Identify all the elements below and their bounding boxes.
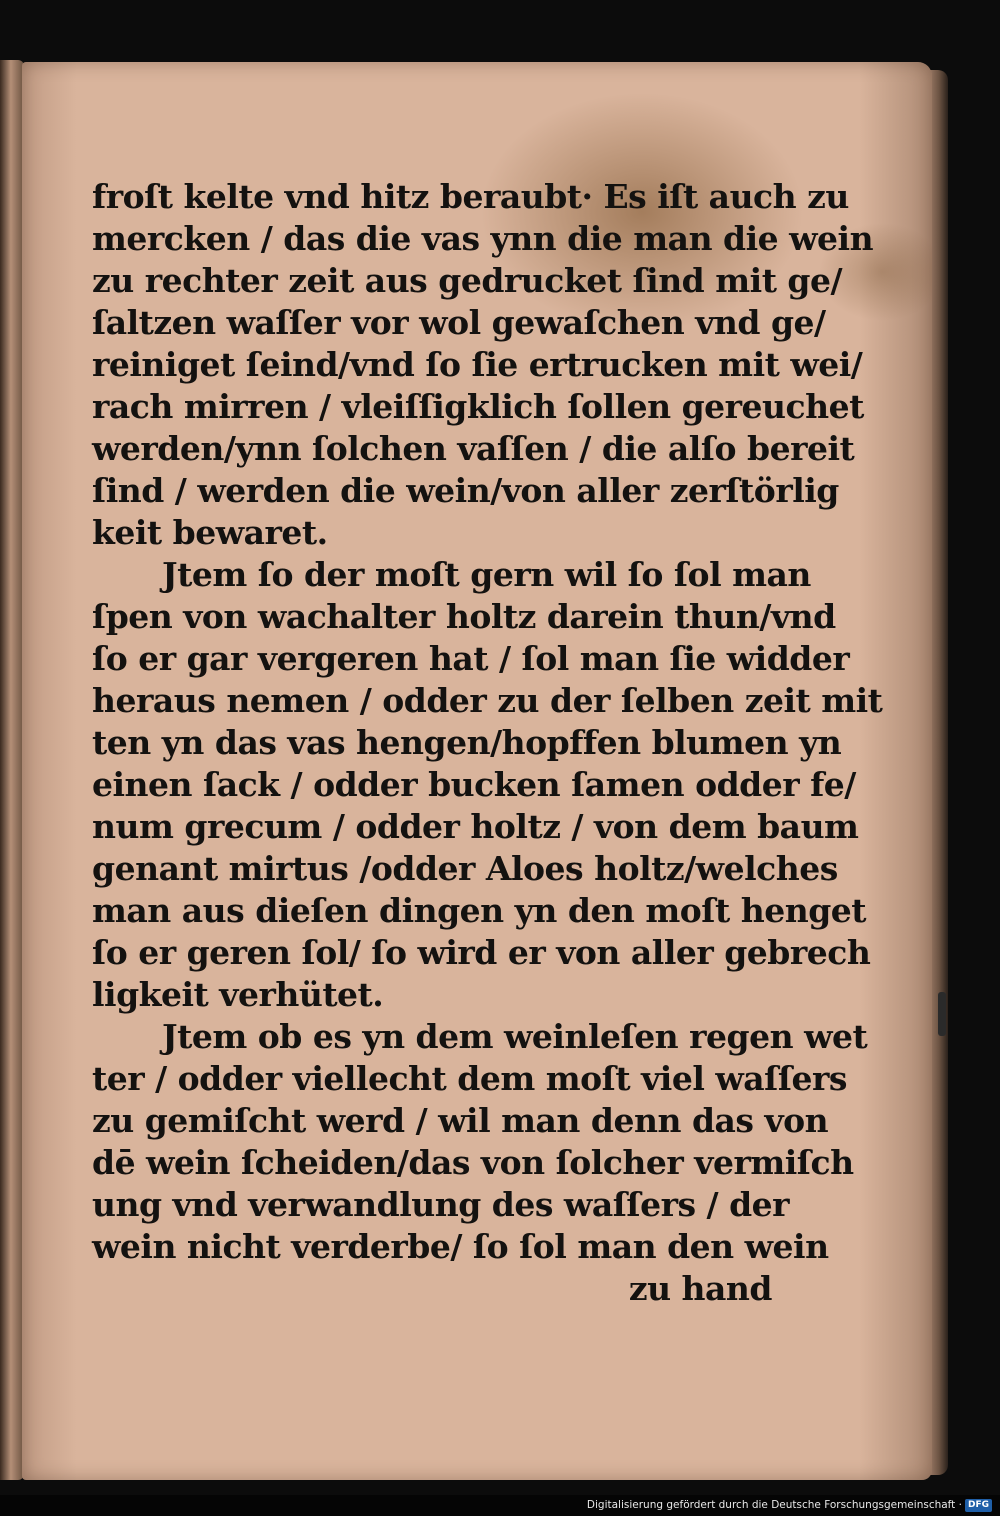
- text-line: heraus nemen / odder zu der ſelben zeit mit: [92, 681, 883, 720]
- text-line: zu gemiſcht werd / wil man denn das von: [92, 1101, 829, 1140]
- digitization-credit: Digitalisierung gefördert durch die Deutsche Forschungsgemeinschaft ·: [586, 1499, 962, 1511]
- text-line: genant mirtus /odder Aloes holtz/welches: [92, 849, 838, 888]
- text-line: dē wein ſcheiden/das von ſolcher vermiſch: [92, 1143, 854, 1182]
- text-line: froſt kelte vnd hitz beraubt· Es iſt auch zu: [92, 177, 849, 216]
- text-line: werden/ynn ſolchen vaſſen / die alſo bereit: [92, 429, 855, 468]
- dfg-logo: DFG: [965, 1499, 992, 1512]
- text-line: ſind / werden die wein/von aller zerſtörlig: [92, 471, 839, 510]
- book-clasp: [938, 992, 946, 1036]
- left-page-edge: [0, 60, 24, 1480]
- text-line: ligkeit verhütet.: [92, 975, 384, 1014]
- paragraph-start-line: Jtem ob es yn dem weinleſen regen wet: [162, 1017, 868, 1056]
- text-line: wein nicht verderbe/ ſo ſol man den wein: [92, 1227, 829, 1266]
- page-text: [92, 176, 883, 1310]
- text-line: ter / odder viellecht dem moſt viel waſſers: [92, 1059, 847, 1098]
- catchword: zu hand: [628, 1269, 772, 1308]
- digitization-footer: [587, 1497, 992, 1513]
- text-line: num grecum / odder holtz / von dem baum: [92, 807, 859, 846]
- text-line: reiniget ſeind/vnd ſo ſie ertrucken mit wei/: [92, 345, 863, 384]
- text-line: ſaltzen waſſer vor wol gewaſchen vnd ge/: [92, 303, 826, 342]
- text-line: ſo er geren ſol/ ſo wird er von aller gebrech: [92, 933, 871, 972]
- paragraph-start-line: Jtem ſo der moſt gern wil ſo ſol man: [162, 555, 811, 594]
- text-line: ung vnd verwandlung des waſſers / der: [92, 1185, 790, 1224]
- text-line: mercken / das die vas ynn die man die wein: [92, 219, 874, 258]
- text-line: man aus dieſen dingen yn den moſt henget: [92, 891, 867, 930]
- text-line: rach mirren / vleiſſigklich ſollen gereuchet: [92, 387, 864, 426]
- text-line: ſpen von wachalter holtz darein thun/vnd: [92, 597, 836, 636]
- text-line: ſo er gar vergeren hat / ſol man ſie widder: [92, 639, 850, 678]
- text-line: keit bewaret.: [92, 513, 328, 552]
- text-line: zu rechter zeit aus gedrucket ſind mit ge/: [92, 261, 843, 300]
- text-line: ten yn das vas hengen/hopffen blumen yn: [92, 723, 842, 762]
- text-line: einen ſack / odder bucken ſamen odder fe/: [92, 765, 856, 804]
